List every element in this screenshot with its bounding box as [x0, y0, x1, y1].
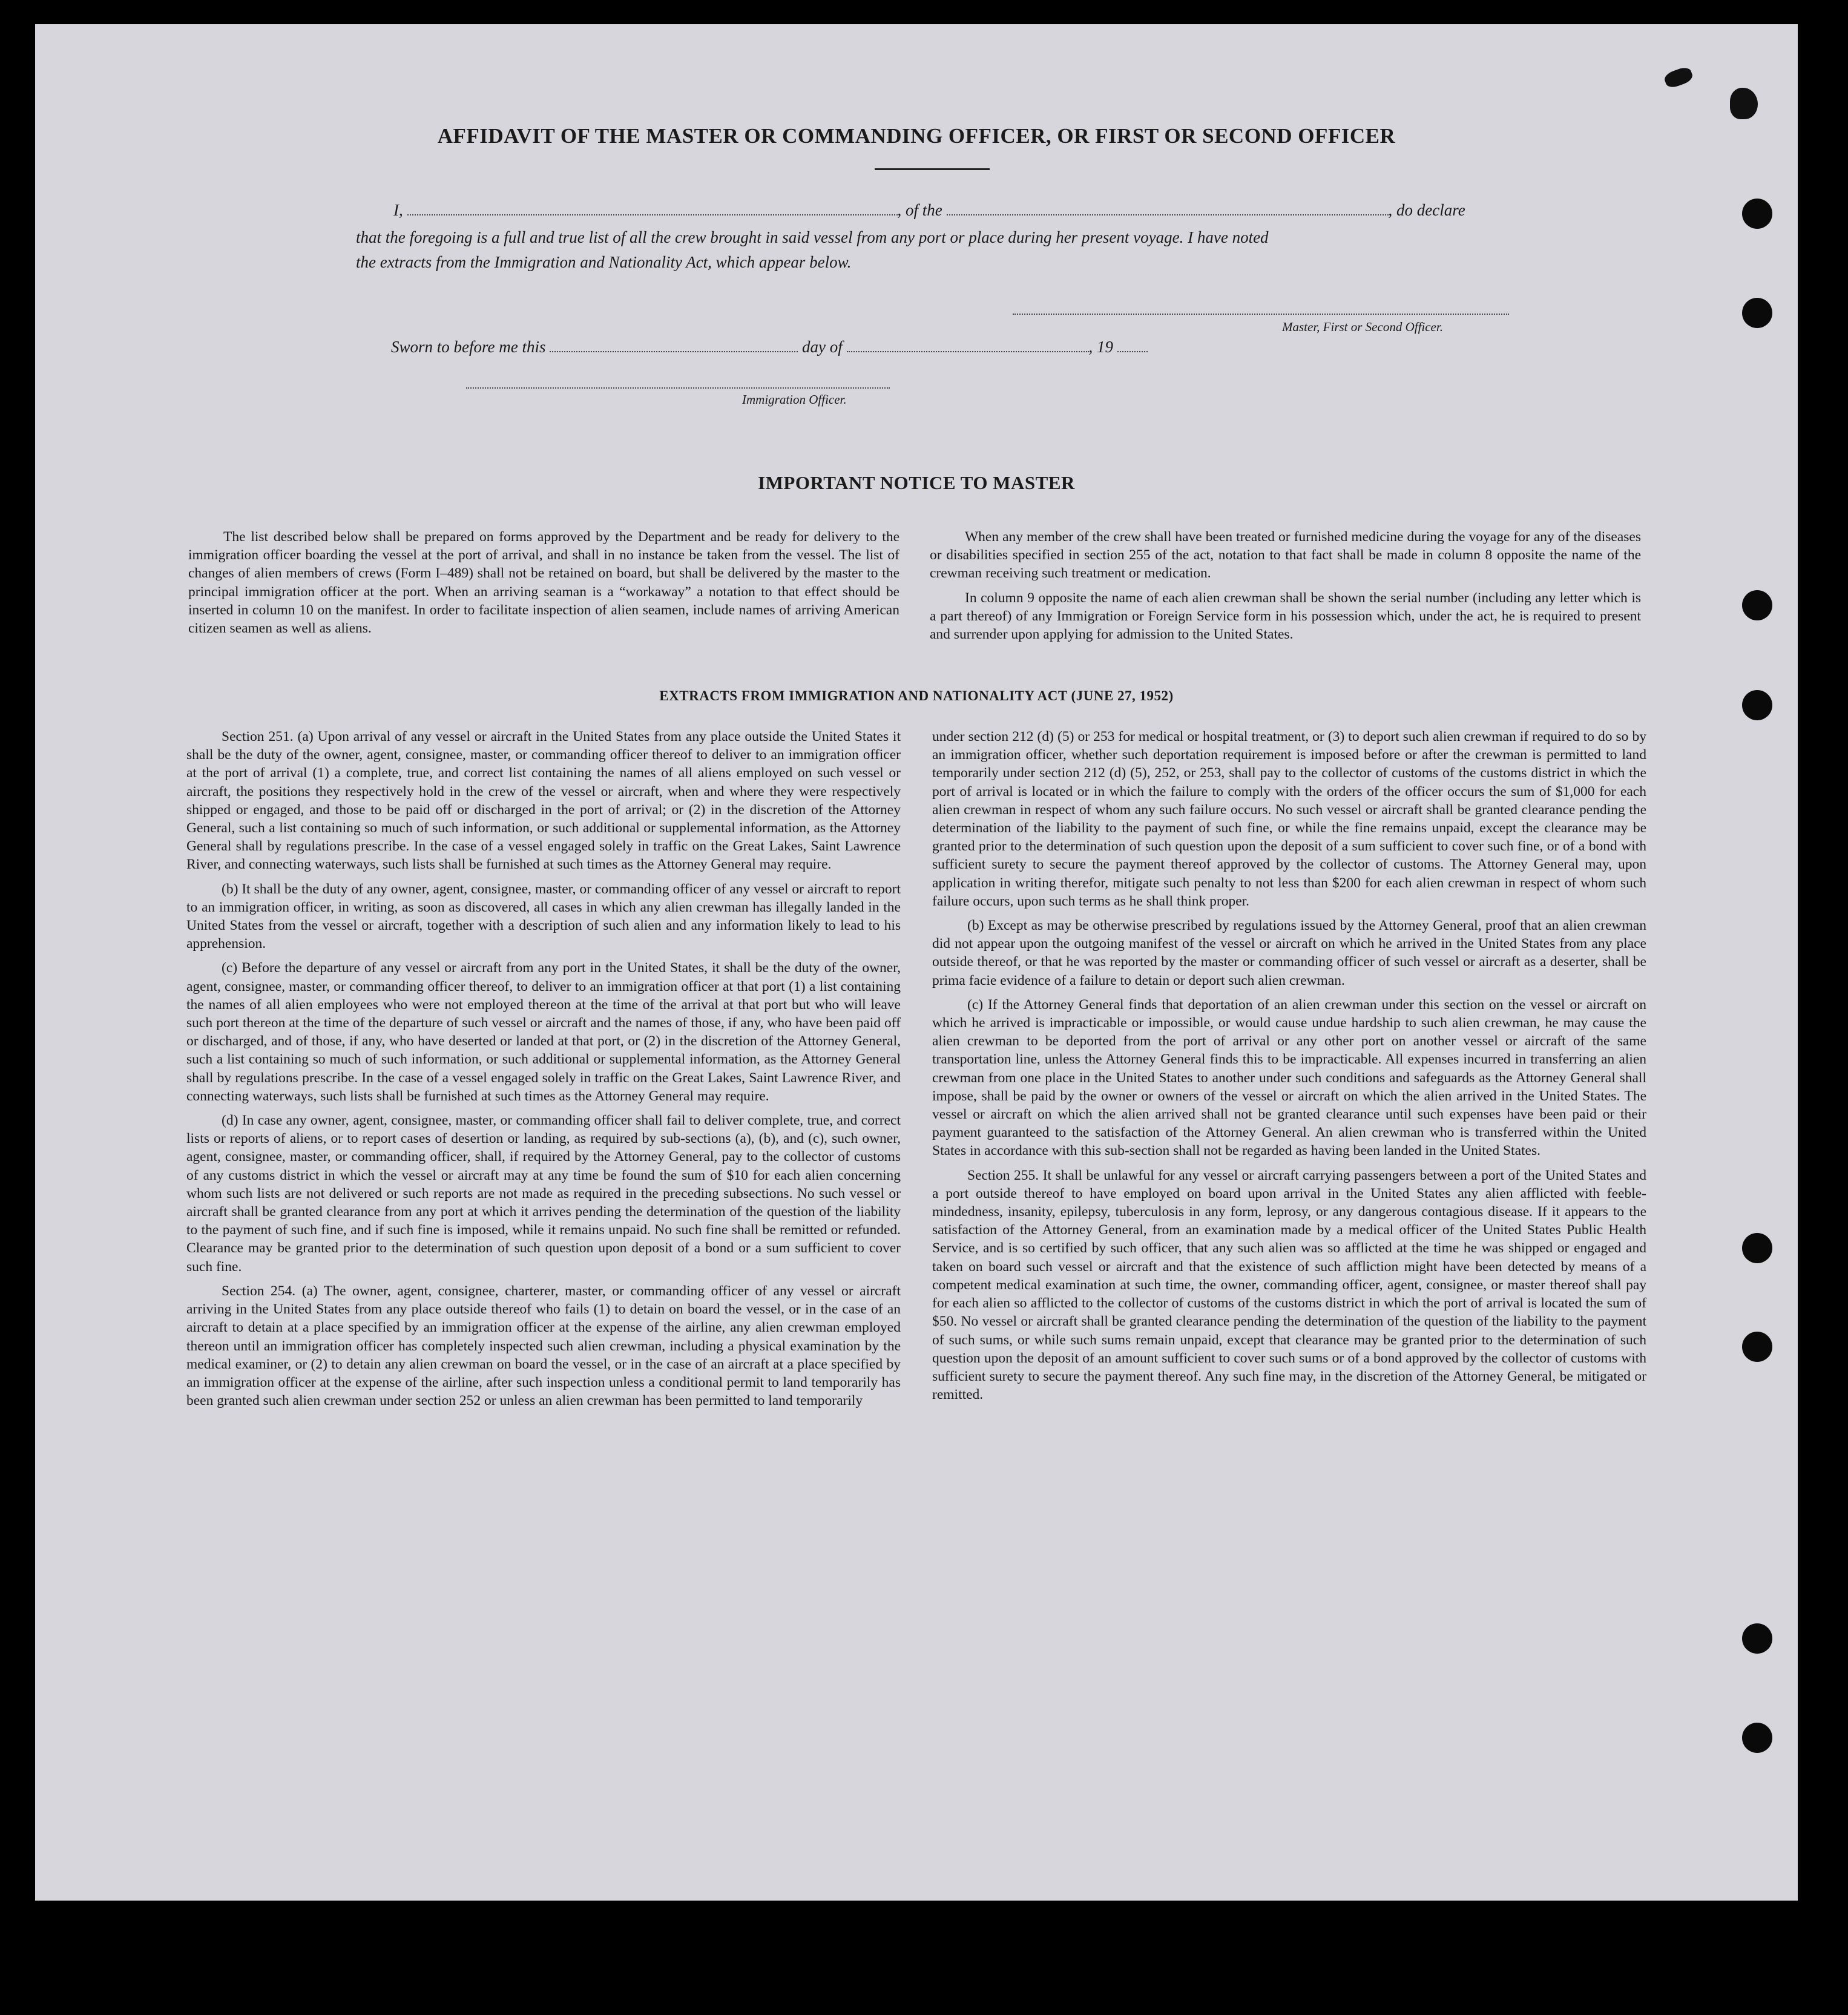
- notice-left-column: [188, 528, 899, 643]
- notice-right-paragraph-1: When any member of the crew shall have been treated or furnished medicine during the voyage for any of the diseases or disabilities specified in section 255 of the act, notation to that fact shall be made in column 8 opposite the name of the crewman receiving such treatment or medication.: [930, 529, 1641, 582]
- notice-right-column: [930, 528, 1641, 649]
- ink-blot: [1663, 65, 1694, 90]
- punch-hole: [1742, 690, 1772, 720]
- declaration-line: [393, 201, 1465, 220]
- document-page: [35, 24, 1798, 1901]
- declaration-line-2: that the foregoing is a full and true list of all the crew brought in said vessel from any port or place during her present voyage. I have noted: [356, 228, 1269, 246]
- sworn-day-blank[interactable]: [550, 350, 798, 352]
- section-254-a-continued: under section 212 (d) (5) or 253 for medical or hospital treatment, or (3) to deport such alien crewman if required to do so by an immigration officer, whether such deportation requirement is imposed before or after the crewman is permitted to land temporarily under section 212 (d) (5), 252, or 253, shall pay to the collector of customs of the customs district in which the port of arrival is located or in which the failure to comply with the orders of the officer occurs the sum of $1,000 for each alien crewman in respect of whom any such failure occurs. No such vessel or aircraft shall be granted clearance pending the determination of the liability to the payment of such fine, or while the fine remains unpaid, except the clearance may be granted prior to the determination of such question upon the deposit of a sum sufficient to cover such fine, or of a bond with sufficient surety to secure the payment thereof approved by the collector of customs. The Attorney General may, upon application in writing therefor, mitigate such penalty to not less than $200 for each alien crewman in respect of whom such failure occurs, upon such terms as he shall think proper.: [932, 729, 1646, 909]
- section-251-b: (b) It shall be the duty of any owner, agent, consignee, master, or commanding officer of any vessel or aircraft to report to an immigration officer, in writing, as soon as discovered, all cases in which any alien crewman has illegally landed in the United States from the vessel or aircraft, together with a description of such alien and any information likely to lead to his apprehension.: [186, 881, 901, 952]
- sworn-month-blank[interactable]: [847, 350, 1089, 352]
- ink-blot: [1730, 88, 1758, 119]
- punch-hole: [1742, 1332, 1772, 1362]
- day-of-text: day of: [802, 338, 843, 356]
- section-251-c: (c) Before the departure of any vessel or aircraft from any port in the United States, it shall be the duty of the owner, agent, consignee, master, or commanding officer thereof, to deliver to an immigration officer at that port (1) a list containing the names of all alien employees who were not employed thereon at the time of the arrival at that port but who will leave such port thereon at the time of the departure of such vessel or aircraft and the names of those, if any, who have been paid off or discharged, and of those, if any, who have deserted or landed at that port, or (2) in the discretion of the Attorney General, such a list containing so much of such information, or such additional or supplemental information, as the Attorney General shall by regulations prescribe. In the case of a vessel engaged solely in traffic on the Great Lakes, Saint Lawrence River, and connecting waterways, such lists shall be furnished at such times as the Attorney General may require.: [186, 960, 901, 1104]
- name-blank[interactable]: [407, 214, 898, 215]
- declaration-declare: , do declare: [1388, 201, 1465, 219]
- sworn-line: [391, 338, 1148, 357]
- declaration-i: I,: [393, 201, 403, 219]
- section-254-c: (c) If the Attorney General finds that deportation of an alien crewman under this section on the vessel or aircraft on which he arrived is impracticable or impossible, or would cause undue hardship to such alien crewman, he may cause the alien crewman to be deported from the port of arrival or any other port on another vessel or aircraft of the same transportation line, unless the Attorney General finds this to be impracticable. All expenses incurred in transferring an alien crewman from one place in the United States to another under such conditions and safeguards as the Attorney General shall impose, shall be paid by the owner or owners of the vessel or aircraft on which the alien arrived in the United States. The vessel or aircraft on which the alien arrived shall not be granted clearance until such expenses have been paid or their payment guaranteed to the satisfaction of the Attorney General. An alien crewman who is transferred within the United States in accordance with this sub-section shall not be regarded as having been landed in the United States.: [932, 996, 1646, 1159]
- master-signature-label: Master, First or Second Officer.: [1282, 320, 1443, 334]
- year-text: , 19: [1088, 338, 1113, 356]
- officer-signature-line[interactable]: [466, 387, 890, 389]
- punch-hole: [1742, 199, 1772, 229]
- extracts-heading: EXTRACTS FROM IMMIGRATION AND NATIONALITY ACT (JUNE 27, 1952): [659, 688, 1174, 703]
- notice-left-paragraph: The list described below shall be prepared on forms approved by the Department and be ready for delivery to the immigration officer boarding the vessel at the port of arrival, and shall in no instance be taken from the vessel. The list of changes of alien members of crews (Form I–489) shall not be retained on board, but shall be delivered by the master to the principal immigration officer at the port. When an arriving seaman is a “workaway” a notation to that effect should be inserted in column 10 on the manifest. In order to facilitate inspection of alien seamen, include names of arriving American citizen seamen as well as aliens.: [188, 529, 899, 637]
- punch-hole: [1742, 298, 1772, 328]
- sworn-text: Sworn to before me this: [391, 338, 546, 356]
- vessel-blank[interactable]: [947, 214, 1389, 215]
- punch-hole: [1742, 590, 1772, 620]
- affidavit-title: AFFIDAVIT OF THE MASTER OR COMMANDING OFFICER, OR FIRST OR SECOND OFFICER: [437, 124, 1396, 148]
- sworn-year-blank[interactable]: [1117, 350, 1148, 352]
- punch-hole: [1742, 1233, 1772, 1263]
- section-251-a: Section 251. (a) Upon arrival of any vessel or aircraft in the United States from any place outside the United States it shall be the duty of the owner, agent, consignee, master, or commanding officer thereof to deliver to an immigration officer at the port of arrival (1) a complete, true, and correct list containing the names of all aliens employed on such vessel or aircraft, the positions they respectively hold in the crew of the vessel or aircraft, when and where they were respectively shipped or engaged, and those to be paid off or discharged in the port of arrival; or (2) in the discretion of the Attorney General, such a list containing so much of such information, or such additional or supplemental information, as the Attorney General shall by regulations prescribe. In the case of a vessel engaged solely in traffic on the Great Lakes, Saint Lawrence River, and connecting waterways, such lists shall be furnished at such times as the Attorney General may require.: [186, 729, 901, 873]
- declaration-of-the: , of the: [897, 201, 942, 219]
- extracts-right-column: [932, 728, 1646, 1410]
- extracts-left-column: [186, 728, 901, 1416]
- title-divider: [875, 168, 990, 170]
- punch-hole: [1742, 1623, 1772, 1654]
- notice-heading: IMPORTANT NOTICE TO MASTER: [758, 472, 1075, 493]
- declaration-line-3: the extracts from the Immigration and Nationality Act, which appear below.: [356, 253, 852, 271]
- section-255: Section 255. It shall be unlawful for any vessel or aircraft carrying passengers between a port of the United States and a port outside thereof to have employed on board upon arrival in the United States any alien afflicted with feeble-mindedness, insanity, epilepsy, tuberculosis in any form, leprosy, or any dangerous contagious disease. If it appears to the satisfaction of the Attorney General, from an examination made by a medical officer of the United States Public Health Service, and is so certified by such officer, that any such alien was so afflicted at the time he was shipped or engaged and taken on board such vessel or aircraft and that the existence of such affliction might have been detected by means of a competent medical examination at such time, the owner, commanding officer, agent, consignee, or master thereof shall pay for each alien so afflicted to the collector of customs of the customs district in which the port of arrival is located the sum of $50. No vessel or aircraft shall be granted clearance pending the determination of the question of the liability to the payment of such sums, or while such sums remain unpaid, except that clearance may be granted prior to the determination of such question upon the deposit of an amount sufficient to cover such sums or of a bond approved by the collector of customs with sufficient surety to secure the payment thereof. Any such fine may, in the discretion of the Attorney General, be mitigated or remitted.: [932, 1167, 1646, 1403]
- section-254-b: (b) Except as may be otherwise prescribed by regulations issued by the Attorney General, proof that an alien crewman did not appear upon the outgoing manifest of the vessel or aircraft on which he arrived in the United States from any place outside thereof, or that he was reported by the master or commanding officer of such vessel or aircraft as a deserter, shall be prima facie evidence of a failure to detain or deport such alien crewman.: [932, 918, 1646, 988]
- section-251-d: (d) In case any owner, agent, consignee, master, or commanding officer shall fail to deliver complete, true, and correct lists or reports of aliens, or to report cases of desertion or landing, as required by sub-sections (a), (b), and (c), such owner, agent, consignee, master, or commanding officer, shall, if required by the Attorney General, pay to the collector of customs of any customs district in which the vessel or aircraft may at any time be found the sum of $10 for each alien concerning whom such lists are not delivered or such reports are not made as required in the preceding subsections. No such vessel or aircraft shall be granted clearance from any port at which it arrives pending the determination of the question of the liability to the payment of such fine, and if such fine is imposed, while it remains unpaid. No such fine shall be remitted or refunded. Clearance may be granted prior to the determination of such question upon deposit of a bond or a sum sufficient to cover such fine.: [186, 1113, 901, 1275]
- notice-right-paragraph-2: In column 9 opposite the name of each alien crewman shall be shown the serial number (including any letter which is a part thereof) of any Immigration or Foreign Service form in his possession which, under the act, he is required to present and surrender upon applying for admission to the United States.: [930, 590, 1641, 643]
- punch-hole: [1742, 1723, 1772, 1753]
- section-254-a: Section 254. (a) The owner, agent, consignee, charterer, master, or commanding officer of any vessel or aircraft arriving in the United States from any place outside thereof who fails (1) to detain on board the vessel, or in the case of an aircraft to detain at a place specified by an immigration officer at the expense of the airline, any alien crewman employed thereon until an immigration officer has completely inspected such alien crewman, including a physical examination by the medical examiner, or (2) to detain any alien crewman on board the vessel, or in the case of an aircraft at a place specified by an immigration officer at the expense of the airline, after such inspection unless a conditional permit to land temporarily has been granted such alien crewman under section 252 or unless an alien crewman has been permitted to land temporarily: [186, 1283, 901, 1409]
- officer-signature-label: Immigration Officer.: [742, 392, 847, 407]
- master-signature-line[interactable]: [1013, 314, 1509, 315]
